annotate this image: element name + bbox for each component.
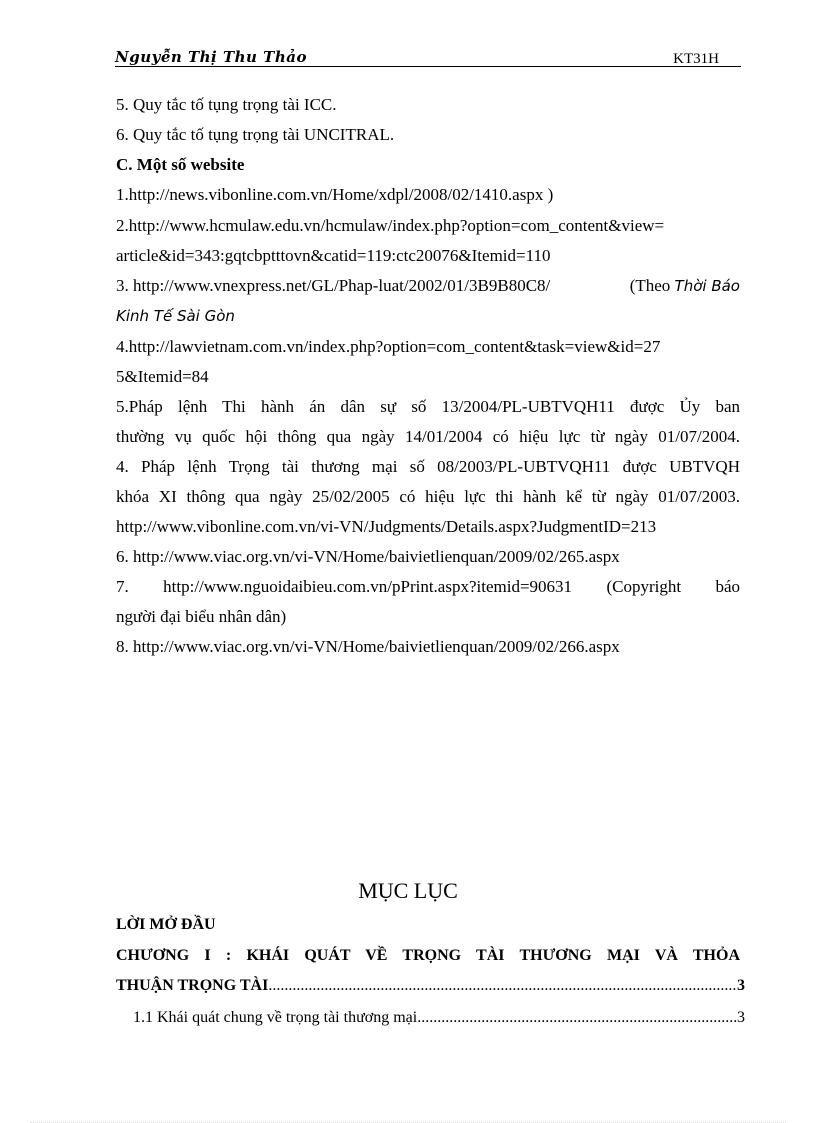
ref-web-3-url: 3. http://www.vnexpress.net/GL/Phap-luat/2002/01/3B9B80C8/ [116, 276, 551, 295]
ref-ordinance-2-line2: khóa XI thông qua ngày 25/02/2005 có hiệu lực thi hành kể từ ngày 01/07/2003. [116, 487, 740, 506]
ref-web-3-line1 [116, 276, 740, 296]
section-heading-websites: C. Một số website [116, 155, 245, 174]
ref-web-2-line2: article&id=343:gqtcbptttovn&catid=119:ctc20076&Itemid=110 [116, 246, 551, 265]
ref-web-8: 8. http://www.viac.org.vn/vi-VN/Home/baivietlienquan/2009/02/266.aspx [116, 637, 620, 656]
toc-section1-1-title: 1.1 Khái quát chung về trọng tài thương mại [133, 1009, 418, 1026]
toc-leader-dots [417, 1008, 737, 1028]
header-code: KT31H [673, 51, 719, 67]
ref-ordinance-1-line1: 5.Pháp lệnh Thi hành án dân sự số 13/2004/PL-UBTVQH11 được Ủy ban [116, 397, 740, 416]
ref-web-7-line2: người đại biểu nhân dân) [116, 607, 287, 626]
ref-web-3-theo: (Theo [629, 276, 671, 295]
toc-chapter1-title: THUẬN TRỌNG TÀI [116, 977, 269, 994]
ref-web-4-line1: 4.http://lawvietnam.com.vn/index.php?option=com_content&task=view&id=27 [116, 337, 661, 356]
ref-web-1: 1.http://news.vibonline.com.vn/Home/xdpl/2008/02/1410.aspx ) [116, 185, 554, 204]
ref-web-6: 6. http://www.viac.org.vn/vi-VN/Home/baivietlienquan/2009/02/265.aspx [116, 547, 620, 566]
toc-entry-section1-1 [133, 1008, 745, 1028]
toc-section1-1-page: 3 [737, 1009, 745, 1026]
ref-web-7-line1: 7. http://www.nguoidaibieu.com.vn/pPrint.aspx?itemid=90631 (Copyright báo [116, 577, 740, 596]
ref-ordinance-1-line2: thường vụ quốc hội thông qua ngày 14/01/2004 có hiệu lực từ ngày 01/07/2004. [116, 427, 740, 446]
ref-rule-uncitral: 6. Quy tắc tố tụng trọng tài UNCITRAL. [116, 125, 395, 144]
ref-web-2-line1: 2.http://www.hcmulaw.edu.vn/hcmulaw/index.php?option=com_content&view= [116, 216, 665, 235]
toc-entry-chapter1-line1: CHƯƠNG I : KHÁI QUÁT VỀ TRỌNG TÀI THƯƠNG MẠI VÀ THỎA [116, 947, 740, 964]
ref-ordinance-2-url: http://www.vibonline.com.vn/vi-VN/Judgments/Details.aspx?JudgmentID=213 [116, 517, 657, 536]
header-author: Nguyễn Thị Thu Thảo [115, 48, 307, 66]
toc-chapter1-page: 3 [737, 977, 745, 994]
toc-title: MỤC LỤC [358, 878, 458, 903]
ref-web-3-paper: Thời Báo [674, 277, 740, 295]
toc-leader-dots [268, 976, 737, 996]
ref-web-4-line2: 5&Itemid=84 [116, 367, 209, 386]
ref-web-3-source [630, 276, 740, 296]
ref-rule-icc: 5. Quy tắc tố tụng trọng tài ICC. [116, 95, 337, 114]
toc-entry-intro: LỜI MỞ ĐẦU [116, 916, 216, 933]
ref-web-3-line2: Kinh Tế Sài Gòn [116, 307, 235, 325]
page-header [115, 46, 741, 67]
toc-entry-chapter1-line2 [116, 976, 745, 996]
ref-ordinance-2-line1: 4. Pháp lệnh Trọng tài thương mại số 08/2003/PL-UBTVQH11 được UBTVQH [116, 457, 740, 476]
